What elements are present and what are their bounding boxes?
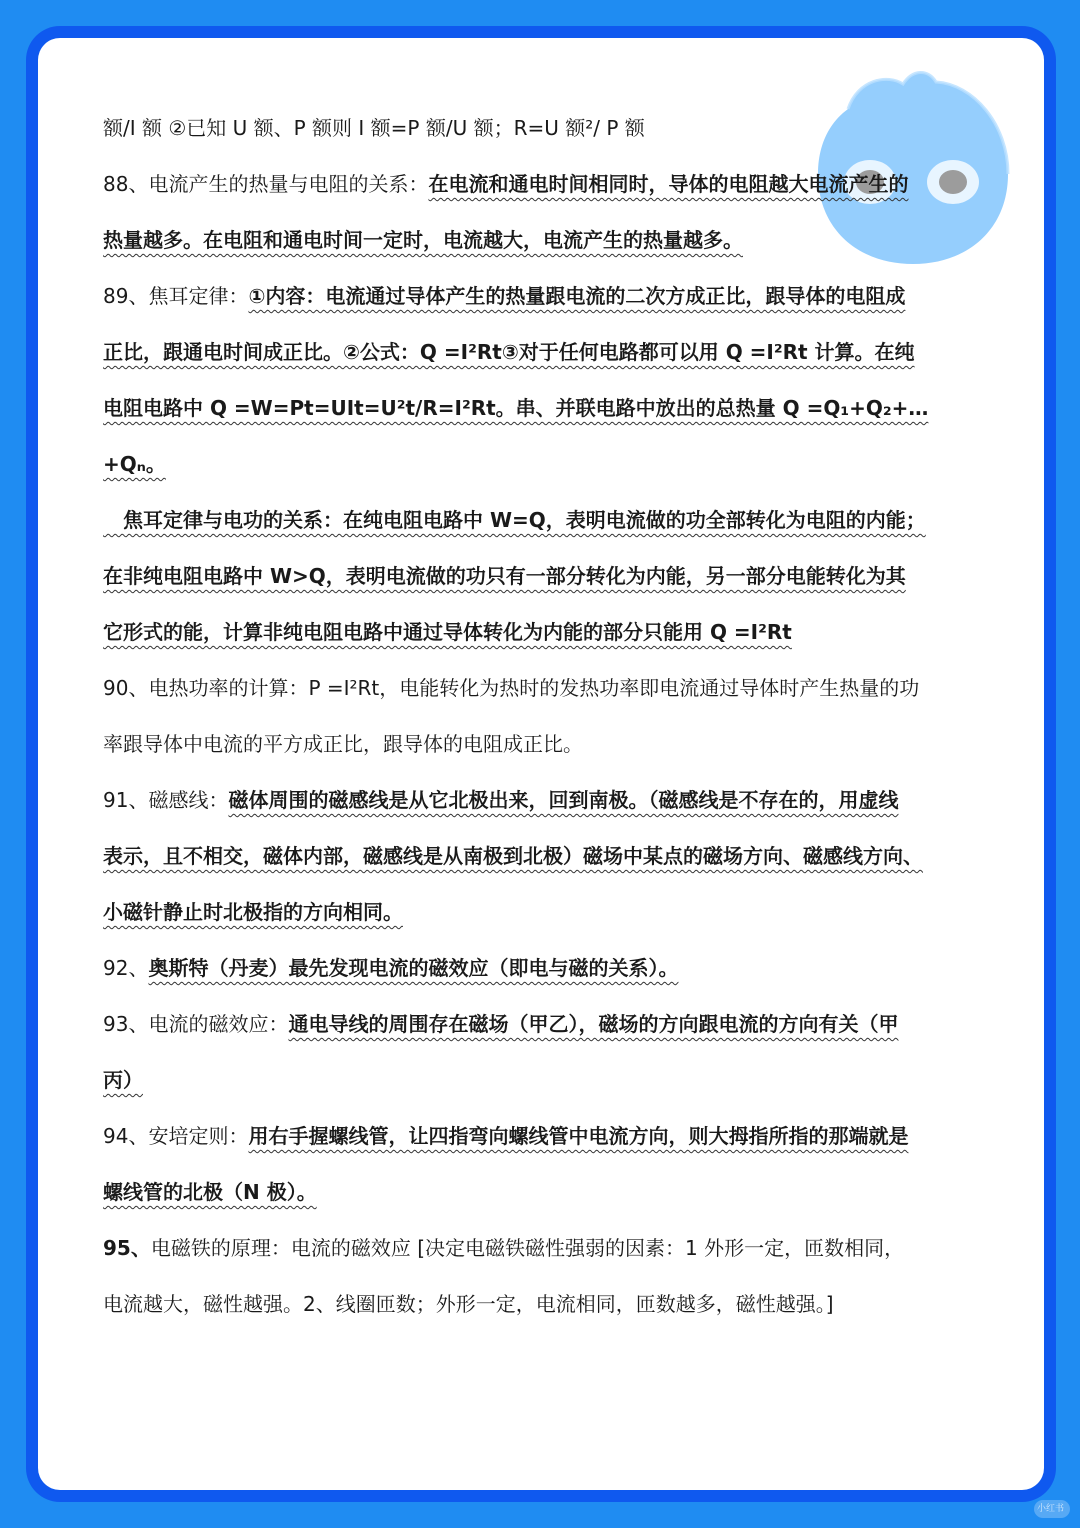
- item-91-line-1: 91、磁感线：磁体周围的磁感线是从它北极出来，回到南极。（磁感线是不存在的，用虚线: [103, 788, 899, 812]
- item-88-line-1: 88、电流产生的热量与电阻的关系：在电流和通电时间相同时，导体的电阻越大电流产生的: [103, 172, 909, 196]
- item-95-line-2: 电流越大，磁性越强。2、线圈匝数；外形一定，电流相同，匝数越多，磁性越强。]: [103, 1292, 834, 1316]
- item-95-line-1: 95、电磁铁的原理：电流的磁效应 [决定电磁铁磁性强弱的因素：1 外形一定，匝数相同，: [103, 1236, 905, 1260]
- document-card: [38, 38, 1044, 1490]
- item-90-line-1: 90、电热功率的计算：P =I²Rt，电能转化为热时的发热功率即电流通过导体时产生热量的功: [103, 676, 920, 700]
- item-91-line-2: 表示，且不相交，磁体内部，磁感线是从南极到北极）磁场中某点的磁场方向、磁感线方向、: [103, 844, 923, 868]
- item-89-line-2: 正比，跟通电时间成正比。②公式：Q =I²Rt③对于任何电路都可以用 Q =I²Rt 计算。在纯: [103, 340, 915, 364]
- joule-relation-line-1: 焦耳定律与电功的关系：在纯电阻电路中 W=Q，表明电流做的功全部转化为电阻的内能；: [103, 508, 926, 532]
- item-88-line-2: 热量越多。在电阻和通电时间一定时，电流越大，电流产生的热量越多。: [103, 228, 743, 252]
- watermark-text: 小红书: [1037, 1504, 1065, 1514]
- item-89-line-3: 电阻电路中 Q =W=Pt=UIt=U²t/R=I²Rt。串、并联电路中放出的总热量 Q =Q₁+Q₂+…: [103, 396, 929, 420]
- item-92-line-1: 92、奥斯特（丹麦）最先发现电流的磁效应（即电与磁的关系）。: [103, 956, 679, 980]
- formula-line: 额/I 额 ②已知 U 额、P 额则 I 额=P 额/U 额；R=U 额²/ P 额: [103, 116, 645, 140]
- joule-relation-line-3: 它形式的能，计算非纯电阻电路中通过导体转化为内能的部分只能用 Q =I²Rt: [103, 620, 792, 644]
- item-93-line-2: 丙）: [103, 1068, 143, 1092]
- item-89-line-1: 89、焦耳定律：①内容：电流通过导体产生的热量跟电流的二次方成正比，跟导体的电阻成: [103, 284, 906, 308]
- document-body: [103, 100, 983, 1332]
- item-91-line-3: 小磁针静止时北极指的方向相同。: [103, 900, 403, 924]
- joule-relation-line-2: 在非纯电阻电路中 W>Q，表明电流做的功只有一部分转化为内能，另一部分电能转化为其: [103, 564, 906, 588]
- item-94-line-2: 螺线管的北极（N 极）。: [103, 1180, 317, 1204]
- item-94-line-1: 94、安培定则：用右手握螺线管，让四指弯向螺线管中电流方向，则大拇指所指的那端就是: [103, 1124, 909, 1148]
- item-93-line-1: 93、电流的磁效应：通电导线的周围存在磁场（甲乙），磁场的方向跟电流的方向有关（甲: [103, 1012, 899, 1036]
- item-89-line-4: +Qₙ。: [103, 452, 166, 476]
- item-90-line-2: 率跟导体中电流的平方成正比，跟导体的电阻成正比。: [103, 732, 583, 756]
